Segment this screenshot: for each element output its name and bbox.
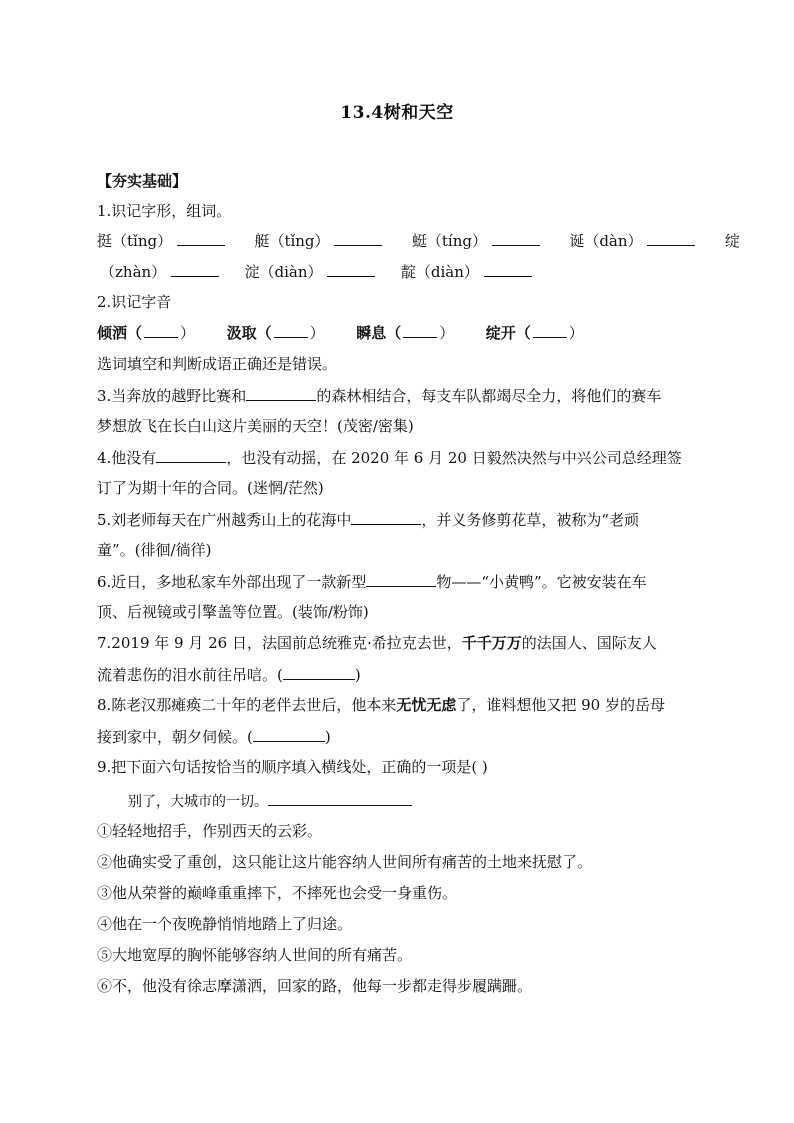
q8-line2 <box>97 726 331 747</box>
q9-option: ⑥不，他没有徐志摩潇洒，回家的路，他每一步都走得步履蹒跚。 <box>97 977 533 995</box>
q4-text: ，也没有动摇，在 2020 年 6 月 20 日毅然决然与中兴公司总经理签 <box>226 449 682 467</box>
answer-blank[interactable] <box>246 385 316 401</box>
q3-text: 3.当奔放的越野比赛和 <box>97 387 247 405</box>
paren-close: ） <box>309 324 325 342</box>
answer-blank[interactable] <box>334 230 382 246</box>
answer-blank[interactable] <box>144 323 178 338</box>
q9-heading: 9.把下面六句话按恰当的顺序填入横线处，正确的一项是( ) <box>97 758 488 776</box>
q9-option: ③他从荣誉的巅峰重重摔下，不摔死也会受一身重伤。 <box>97 884 458 902</box>
q2-row <box>97 323 584 343</box>
answer-blank[interactable] <box>533 323 567 338</box>
q7-idiom: 千千万万 <box>461 634 522 652</box>
answer-blank[interactable] <box>366 571 436 587</box>
q1-char: 蜓（tíng） <box>411 232 487 250</box>
q1-row2 <box>100 261 532 282</box>
q1-row1 <box>97 230 740 251</box>
q1-heading: 1.识记字形，组词。 <box>97 202 232 220</box>
answer-blank[interactable] <box>177 230 225 246</box>
answer-blank[interactable] <box>253 726 325 742</box>
answer-blank[interactable] <box>484 261 532 277</box>
q8-text: 接到家中，朝夕伺候。( <box>97 728 253 746</box>
q1-char: 靛（diàn） <box>400 263 479 281</box>
paren-close: ) <box>354 666 361 684</box>
q7-text: 的法国人、国际友人 <box>521 634 657 652</box>
q2-word: 汲取（ <box>226 324 272 342</box>
q7-text: 流着悲伤的泪水前往吊唁。( <box>97 666 283 684</box>
q2-word: 倾洒（ <box>97 324 143 342</box>
q4-text: 4.他没有 <box>97 449 157 467</box>
q1-char: 诞（dàn） <box>569 232 643 250</box>
paren-close: ） <box>180 324 196 342</box>
answer-blank[interactable] <box>274 323 308 338</box>
q1-char: 淀（diàn） <box>244 263 323 281</box>
q9-option: ⑤大地宽厚的胸怀能够容纳人世间的所有痛苦。 <box>97 946 413 964</box>
section-heading: 【夯实基础】 <box>97 172 188 190</box>
q6-line1 <box>97 571 647 592</box>
q4-line2: 订了为期十年的合同。(迷惘/茫然) <box>97 479 324 497</box>
q5-text: ，并义务修剪花草，被称为“老顽 <box>421 511 639 529</box>
instruction: 选词填空和判断成语正确还是错误。 <box>97 355 338 373</box>
q8-idiom: 无忧无虑 <box>396 696 457 714</box>
q8-line1 <box>97 695 665 715</box>
answer-blank[interactable] <box>492 230 540 246</box>
answer-blank[interactable] <box>351 509 421 525</box>
q8-text: 了，谁料想他又把 90 岁的岳母 <box>456 696 665 714</box>
answer-blank[interactable] <box>156 447 226 463</box>
paren-close: ） <box>568 324 584 342</box>
q1-char: （zhàn） <box>100 263 167 281</box>
q9-option: ②他确实受了重创，这只能让这片能容纳人世间所有痛苦的土地来抚慰了。 <box>97 853 593 871</box>
answer-blank[interactable] <box>268 790 412 806</box>
q3-line2: 梦想放飞在长白山这片美丽的天空！(茂密/密集) <box>97 417 414 435</box>
answer-blank[interactable] <box>283 664 355 680</box>
paren-close: ） <box>439 324 455 342</box>
q8-text: 8.陈老汉那瘫痪二十年的老伴去世后，他本来 <box>97 696 397 714</box>
q6-text: 6.近日，多地私家车外部出现了一款新型 <box>97 573 367 591</box>
q9-lead-text: 别了，大城市的一切。 <box>128 794 268 810</box>
q9-lead <box>128 790 412 812</box>
page-title: 13.4树和天空 <box>340 103 454 123</box>
q6-text: 物——“小黄鸭”。它被安装在车 <box>436 573 647 591</box>
answer-blank[interactable] <box>647 230 695 246</box>
q1-char: 绽 <box>724 232 740 250</box>
q7-text: 7.2019 年 9 月 26 日，法国前总统雅克·希拉克去世， <box>97 634 462 652</box>
q1-char: 艇（tǐng） <box>254 232 330 250</box>
q4-line1 <box>97 447 682 468</box>
paren-close: ) <box>324 728 331 746</box>
answer-blank[interactable] <box>403 323 437 338</box>
q7-line1 <box>97 633 657 653</box>
q9-option: ①轻轻地招手，作别西天的云彩。 <box>97 822 323 840</box>
q2-word: 瞬息（ <box>356 324 402 342</box>
q6-line2: 顶、后视镜或引擎盖等位置。(装饰/粉饰) <box>97 603 369 621</box>
q7-line2 <box>97 664 361 685</box>
answer-blank[interactable] <box>171 261 219 277</box>
q2-heading: 2.识记字音 <box>97 293 172 311</box>
q2-word: 绽开（ <box>485 324 531 342</box>
q5-line1 <box>97 509 639 530</box>
q5-text: 5.刘老师每天在广州越秀山上的花海中 <box>97 511 352 529</box>
q3-text: 的森林相结合，每支车队都竭尽全力，将他们的赛车 <box>316 387 662 405</box>
q9-option: ④他在一个夜晚静悄悄地踏上了归途。 <box>97 915 353 933</box>
q5-line2: 童”。(徘徊/徜徉) <box>97 541 212 559</box>
q3-line1 <box>97 385 661 406</box>
answer-blank[interactable] <box>327 261 375 277</box>
q1-char: 挺（tǐng） <box>97 232 173 250</box>
